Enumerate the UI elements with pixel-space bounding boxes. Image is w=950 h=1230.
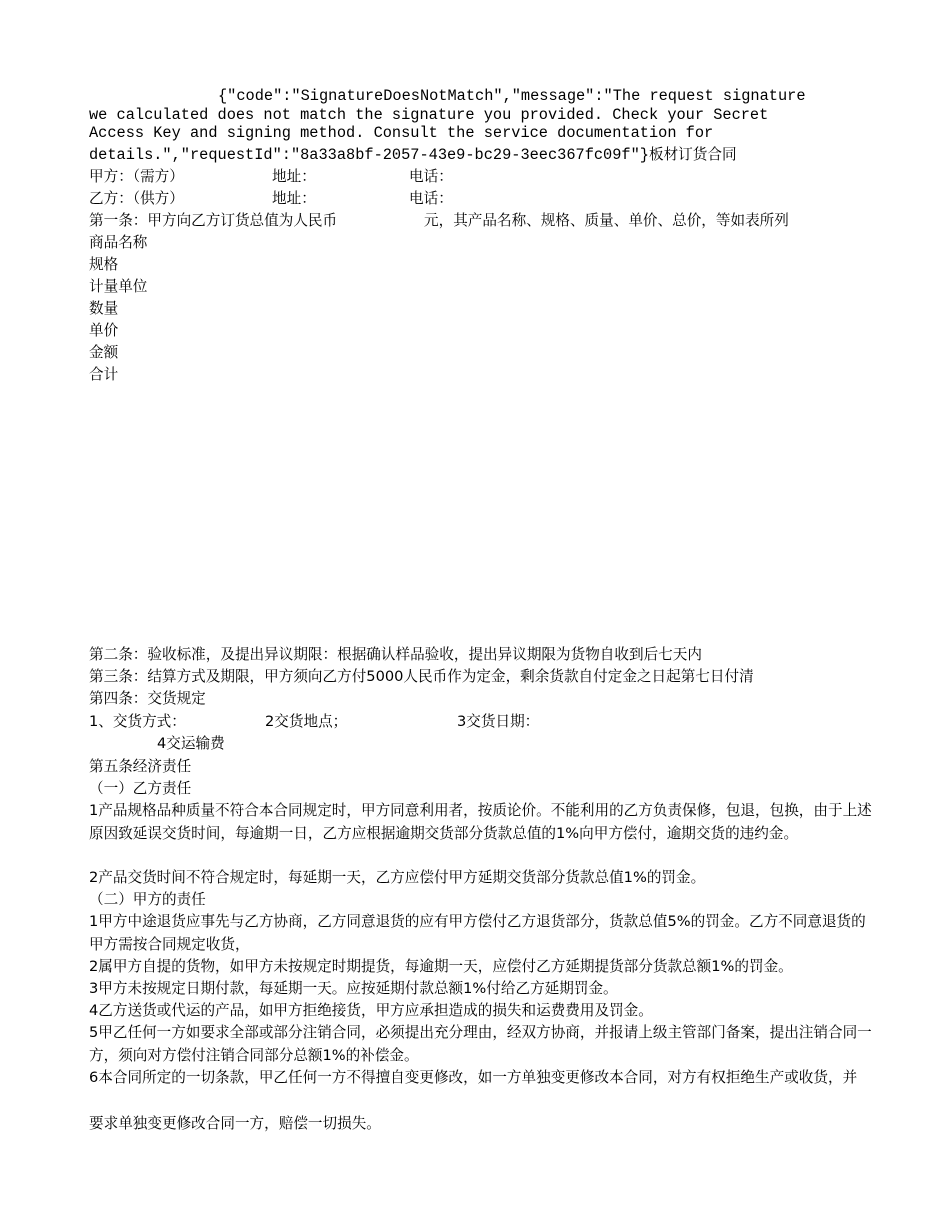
party-a-address-label: 地址： (272, 168, 316, 185)
error-json-line-4: details.","requestId":"8a33a8bf-2057-43e9-bc29-3eec367fc09f"} (89, 146, 649, 164)
party-a-clause-5: 5甲乙任何一方如要求全部或部分注销合同，必须提出充分理由，经双方协商，并报请上级主管部门备案，提出注销合同一方，须向对方偿付注销合同部分总额1%的补偿金。 (89, 1024, 872, 1064)
table-header-spec: 规格 (89, 256, 119, 273)
article-4-title: 第四条：交货规定 (89, 690, 206, 707)
table-header-total: 合计 (89, 366, 119, 383)
party-b-clause-1: 1产品规格品种质量不符合本合同规定时，甲方同意利用者，按质论价。不能利用的乙方负责保修，包退，包换，由于上述原因致延误交货时间，每逾期一日，乙方应根据逾期交货部分货款总值的1%向甲方偿付，逾期交货的违约金。 (89, 802, 872, 842)
party-a-row (89, 166, 453, 188)
article-1-before: 第一条：甲方向乙方订货总值为人民币 (89, 212, 338, 229)
party-a-label: 甲方：（需方） (89, 168, 184, 185)
table-header-unit-price: 单价 (89, 322, 119, 339)
delivery-place-label: 2交货地点； (265, 713, 348, 730)
party-a-clause-1: 1甲方中途退货应事先与乙方协商，乙方同意退货的应有甲方偿付乙方退货部分，货款总值5%的罚金。乙方不同意退货的甲方需按合同规定收货， (89, 913, 866, 953)
table-header-quantity: 数量 (89, 300, 119, 317)
party-a-clause-6-continued: 要求单独变更修改合同一方，赔偿一切损失。 (89, 1115, 381, 1132)
article-2: 第二条：验收标准，及提出异议期限：根据确认样品验收，提出异议期限为货物自收到后七天内 (89, 646, 702, 663)
table-header-unit: 计量单位 (89, 278, 148, 295)
error-json-line-1: {"code":"SignatureDoesNotMatch","message":"The request signature (218, 87, 806, 105)
party-b-row (89, 188, 453, 210)
article-3: 第三条：结算方式及期限，甲方须向乙方付5000人民币作为定金，剩余货款自付定金之日起第七日付清 (89, 668, 754, 685)
error-json-line-2: we calculated does not match the signature you provided. Check your Secret (89, 106, 769, 124)
error-json-line-4-with-title (89, 144, 737, 166)
article-1 (89, 210, 789, 232)
party-b-phone-label: 电话： (409, 190, 453, 207)
party-a-responsibility-heading: （二）甲方的责任 (89, 891, 206, 908)
article-1-after: 元，其产品名称、规格、质量、单价、总价，等如表所列 (424, 212, 789, 229)
party-a-clause-4: 4乙方送货或代运的产品，如甲方拒绝接货，甲方应承担造成的损失和运费费用及罚金。 (89, 1002, 653, 1019)
party-b-label: 乙方：（供方） (89, 190, 184, 207)
party-a-clause-2: 2属甲方自提的货物，如甲方未按规定时期提货，每逾期一天，应偿付乙方延期提货部分货款总额1%的罚金。 (89, 958, 793, 975)
delivery-date-label: 3交货日期： (457, 713, 540, 730)
delivery-method-label: 1、交货方式： (89, 713, 186, 730)
table-header-amount: 金额 (89, 344, 119, 361)
party-b-clause-2: 2产品交货时间不符合规定时，每延期一天，乙方应偿付甲方延期交货部分货款总值1%的罚金。 (89, 869, 706, 886)
contract-title: 板材订货合同 (648, 146, 737, 163)
party-a-clause-6: 6本合同所定的一切条款，甲乙任何一方不得擅自变更修改，如一方单独变更修改本合同，对方有权拒绝生产或收货，并 (89, 1069, 858, 1086)
party-b-responsibility-heading: （一）乙方责任 (89, 780, 192, 797)
table-header-product-name: 商品名称 (89, 234, 148, 251)
error-json-line-3: Access Key and signing method. Consult the service documentation for (89, 124, 714, 142)
party-a-phone-label: 电话： (409, 168, 453, 185)
party-a-clause-3: 3甲方未按规定日期付款，每延期一天。应按延期付款总额1%付给乙方延期罚金。 (89, 980, 618, 997)
article-4-items (89, 711, 539, 733)
party-b-address-label: 地址： (272, 190, 316, 207)
article-5-title: 第五条经济责任 (89, 758, 192, 775)
delivery-freight-label: 4交运输费 (157, 735, 225, 752)
